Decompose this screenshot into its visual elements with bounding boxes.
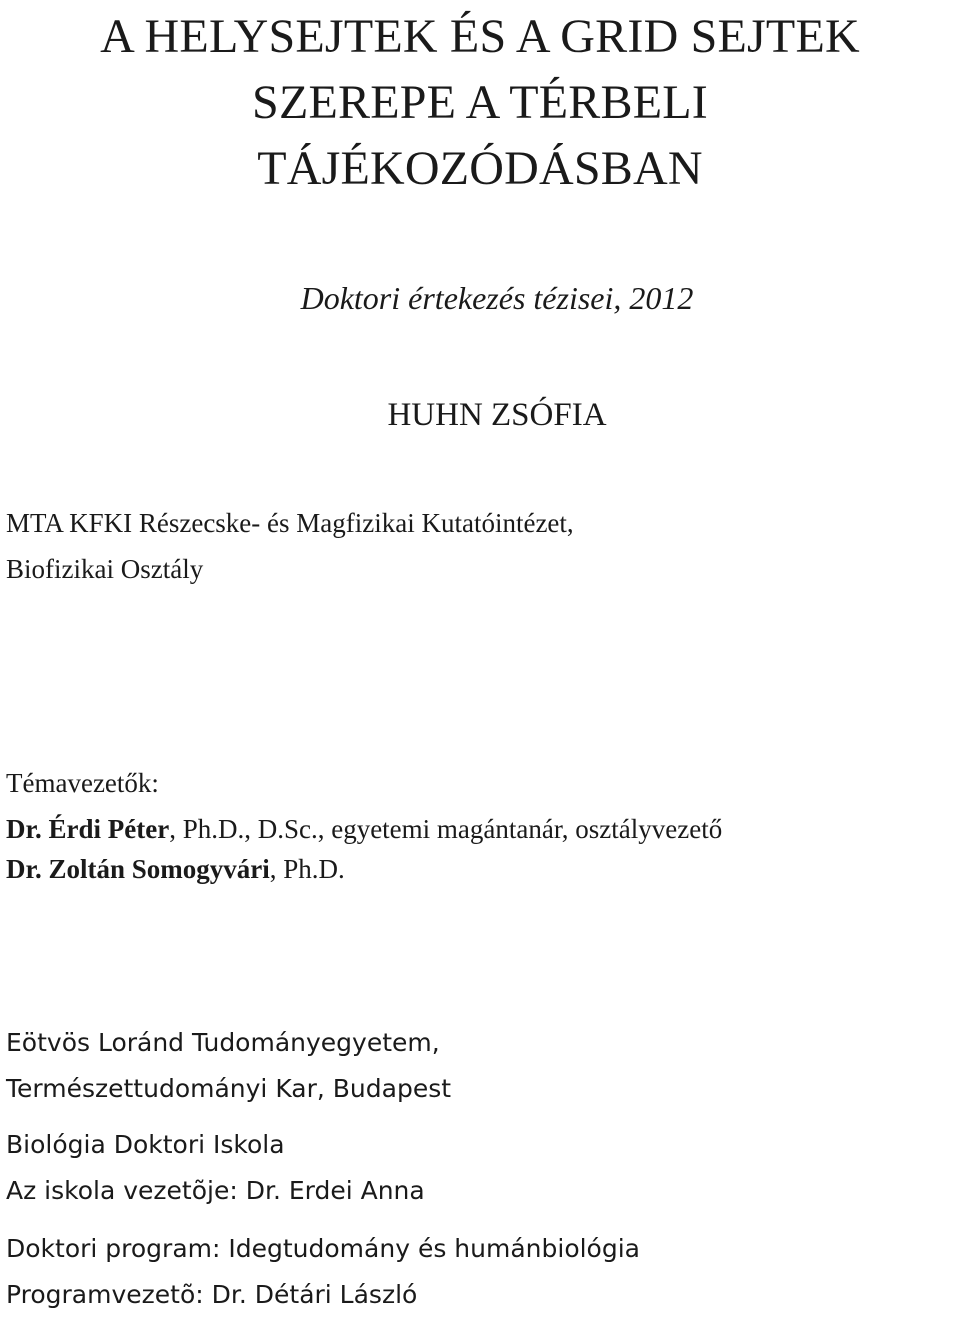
supervisor-2 — [6, 846, 722, 892]
title-line-2: SZEREPE A TÉRBELI — [252, 76, 708, 129]
school-line-2: Az iskola vezetõje: Dr. Erdei Anna — [6, 1176, 425, 1205]
school-line-1: Biológia Doktori Iskola — [6, 1130, 285, 1159]
author-name: HUHN ZSÓFIA — [387, 397, 607, 433]
university-line-1: Eötvös Loránd Tudományegyetem, — [6, 1028, 440, 1057]
program-line-2: Programvezetõ: Dr. Détári László — [6, 1280, 418, 1309]
institute-block — [6, 500, 574, 592]
supervisors-heading: Témavezetők: — [6, 768, 159, 798]
doctoral-program-block — [6, 1226, 640, 1318]
supervisor-2-name: Dr. Zoltán Somogyvári — [6, 854, 270, 884]
supervisors-block — [6, 760, 722, 892]
supervisor-1-name: Dr. Érdi Péter — [6, 814, 170, 844]
title-line-1: A HELYSEJTEK ÉS A GRID SEJTEK — [100, 10, 860, 63]
university-line-2: Természettudományi Kar, Budapest — [6, 1074, 452, 1103]
university-block — [6, 1020, 451, 1112]
institute-line-2: Biofizikai Osztály — [6, 554, 204, 584]
supervisor-1-details: , Ph.D., D.Sc., egyetemi magántanár, osztályvezető — [169, 814, 723, 844]
title-line-3: TÁJÉKOZÓDÁSBAN — [257, 142, 703, 195]
institute-line-1: MTA KFKI Részecske- és Magfizikai Kutatóintézet, — [6, 508, 574, 538]
doctoral-school-block — [6, 1122, 425, 1214]
document-subtitle: Doktori értekezés tézisei, 2012 — [300, 280, 694, 316]
document-title — [0, 4, 960, 202]
supervisor-2-details: , Ph.D. — [269, 854, 345, 884]
program-line-1: Doktori program: Idegtudomány és humánbiológia — [6, 1234, 640, 1263]
